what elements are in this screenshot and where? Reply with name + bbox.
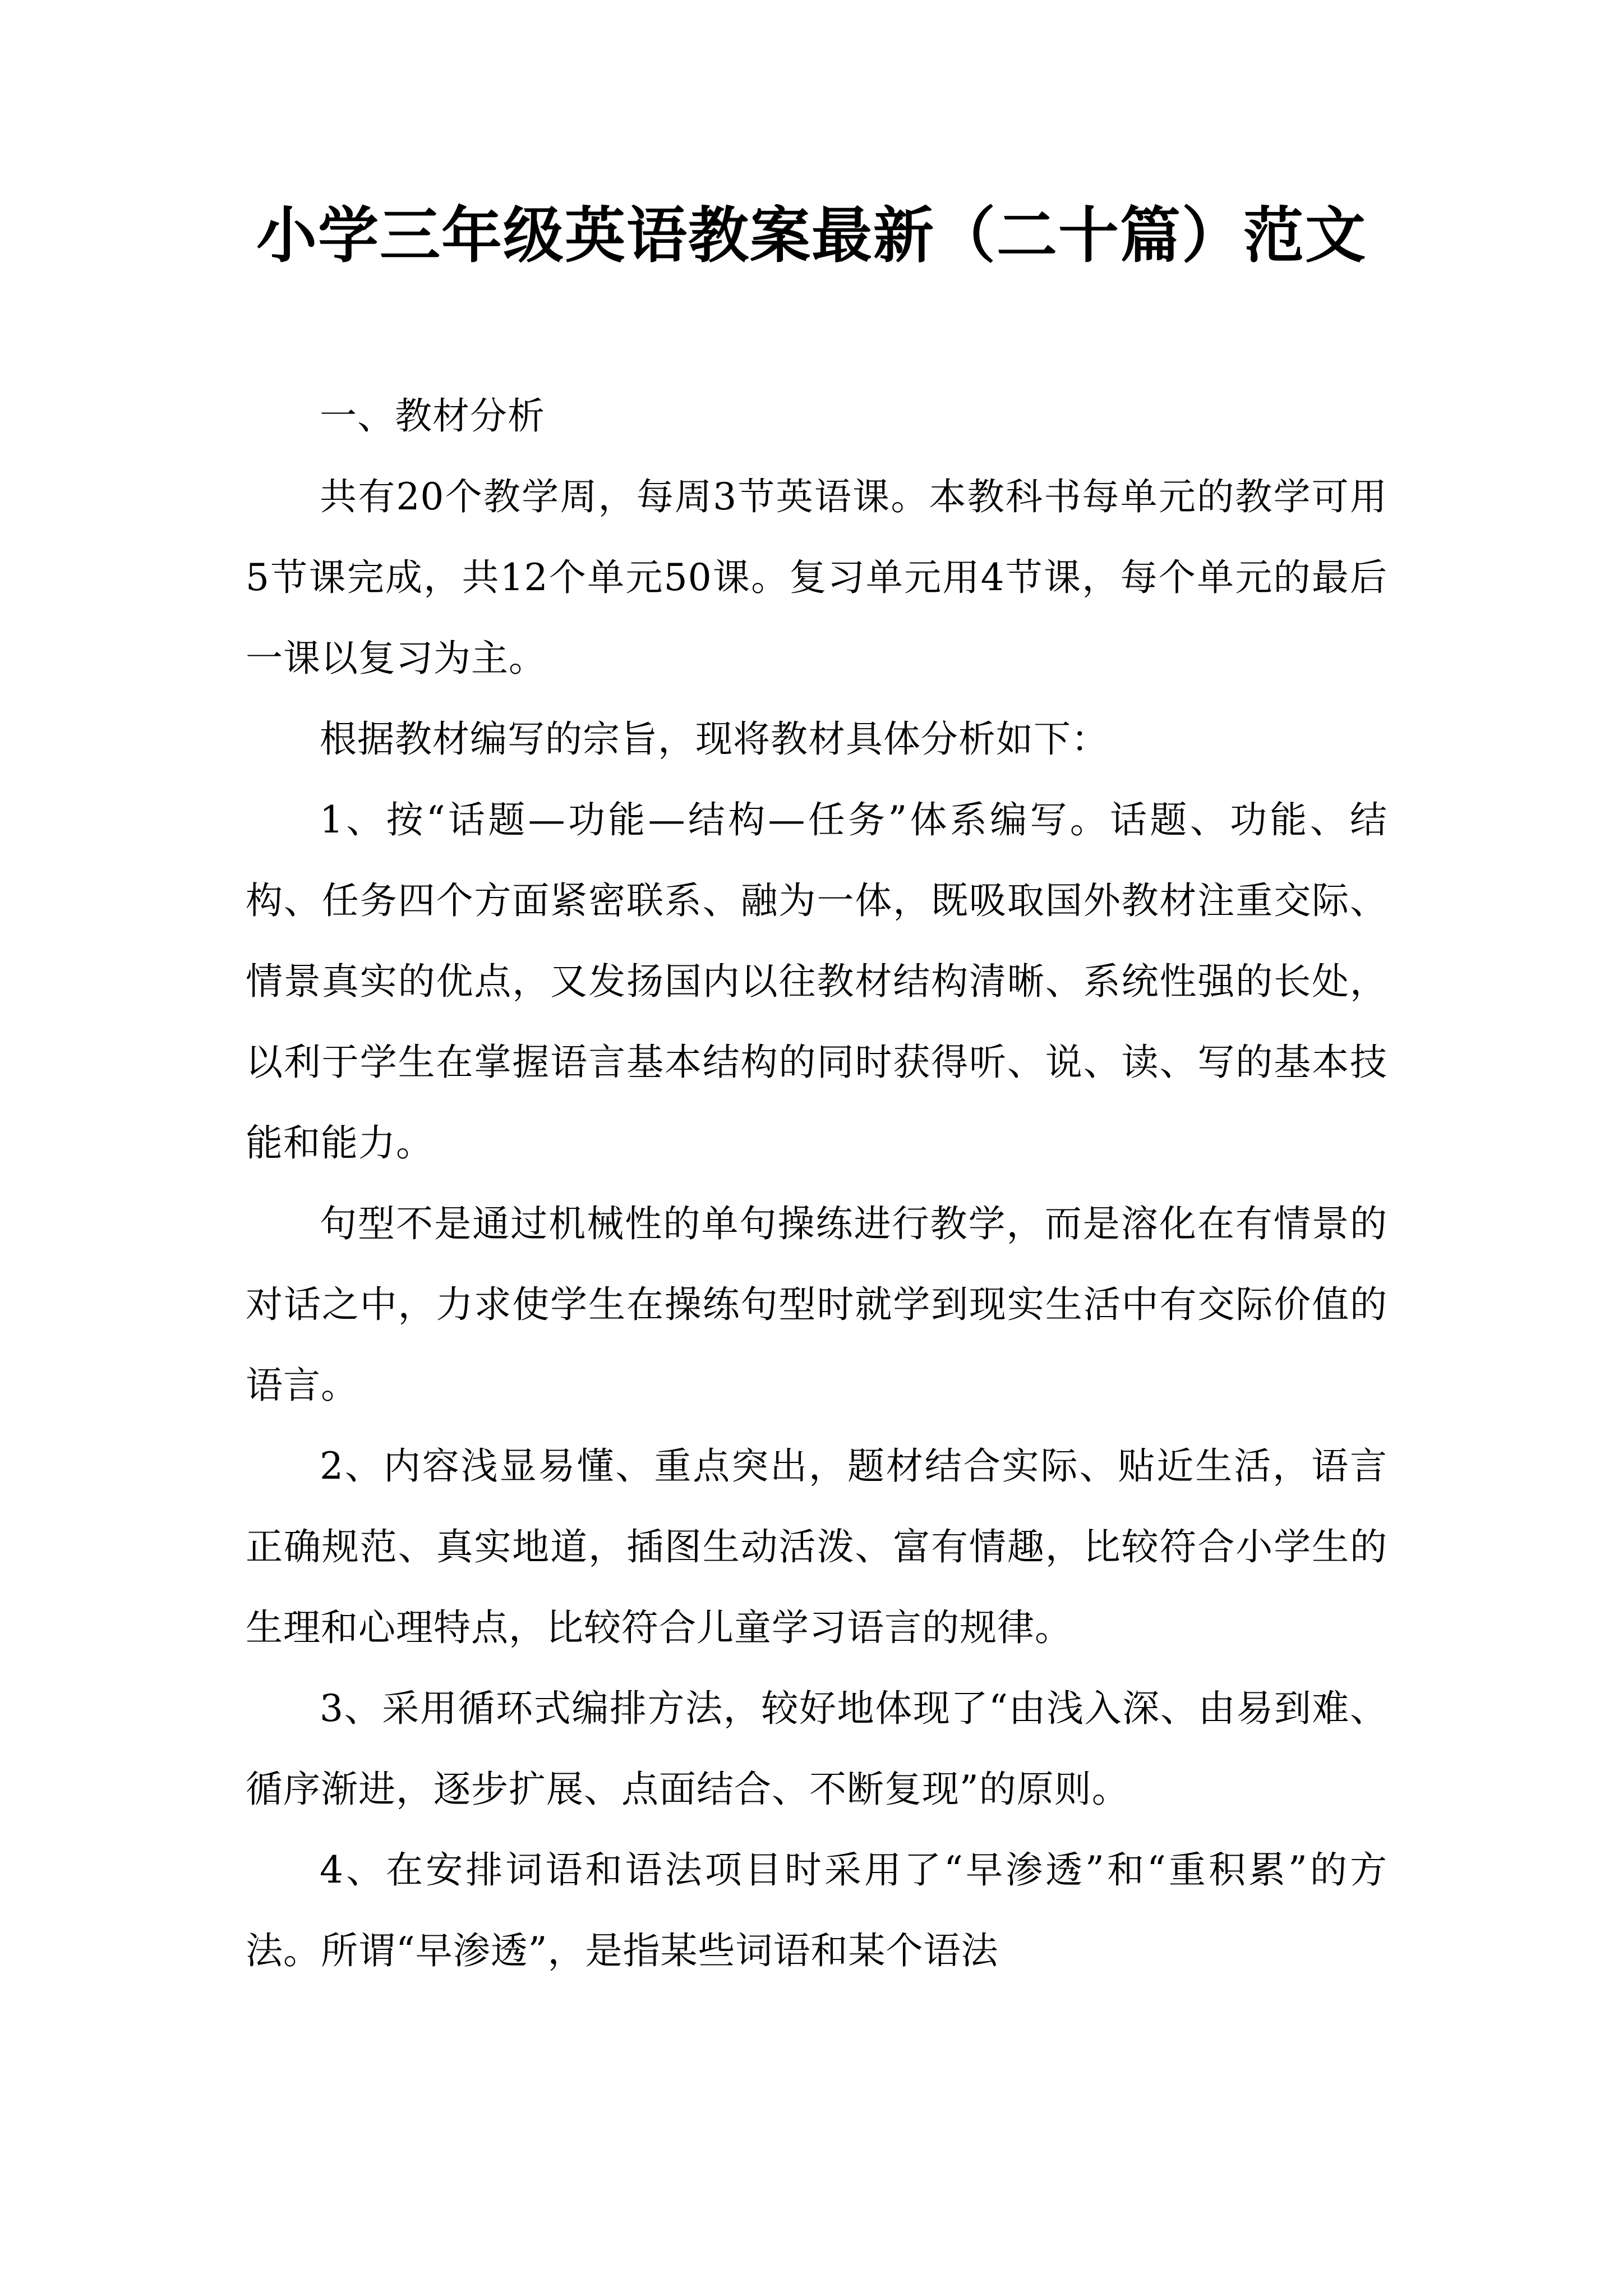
document-body	[246, 376, 1387, 1991]
document-title: 小学三年级英语教案最新（二十篇）范文	[256, 200, 1367, 271]
paragraph: 4、在安排词语和语法项目时采用了“早渗透”和“重积累”的方法。所谓“早渗透”，是指某些词语和某个语法	[246, 1848, 1387, 1972]
paragraph: 句型不是通过机械性的单句操练进行教学，而是溶化在有情景的对话之中，力求使学生在操练句型时就学到现实生活中有交际价值的语言。	[246, 1202, 1387, 1407]
paragraph: 共有20个教学周，每周3节英语课。本教科书每单元的教学可用5节课完成，共12个单元50课。复习单元用4节课，每个单元的最后一课以复习为主。	[246, 475, 1387, 680]
paragraph: 根据教材编写的宗旨，现将教材具体分析如下：	[320, 717, 1109, 761]
paragraph: 1、按“话题—功能—结构—任务”体系编写。话题、功能、结构、任务四个方面紧密联系、融为一体，既吸取国外教材注重交际、情景真实的优点，又发扬国内以往教材结构清晰、系统性强的长处，以利于学生在掌握语言基本结构的同时获得听、说、读、写的基本技能和能力。	[246, 798, 1387, 1165]
paragraph: 3、采用循环式编排方法，较好地体现了“由浅入深、由易到难、循序渐进，逐步扩展、点面结合、不断复现”的原则。	[246, 1687, 1387, 1811]
section-heading: 一、教材分析	[320, 394, 545, 438]
paragraph: 2、内容浅显易懂、重点突出，题材结合实际、贴近生活，语言正确规范、真实地道，插图生动活泼、富有情趣，比较符合小学生的生理和心理特点，比较符合儿童学习语言的规律。	[246, 1444, 1387, 1649]
